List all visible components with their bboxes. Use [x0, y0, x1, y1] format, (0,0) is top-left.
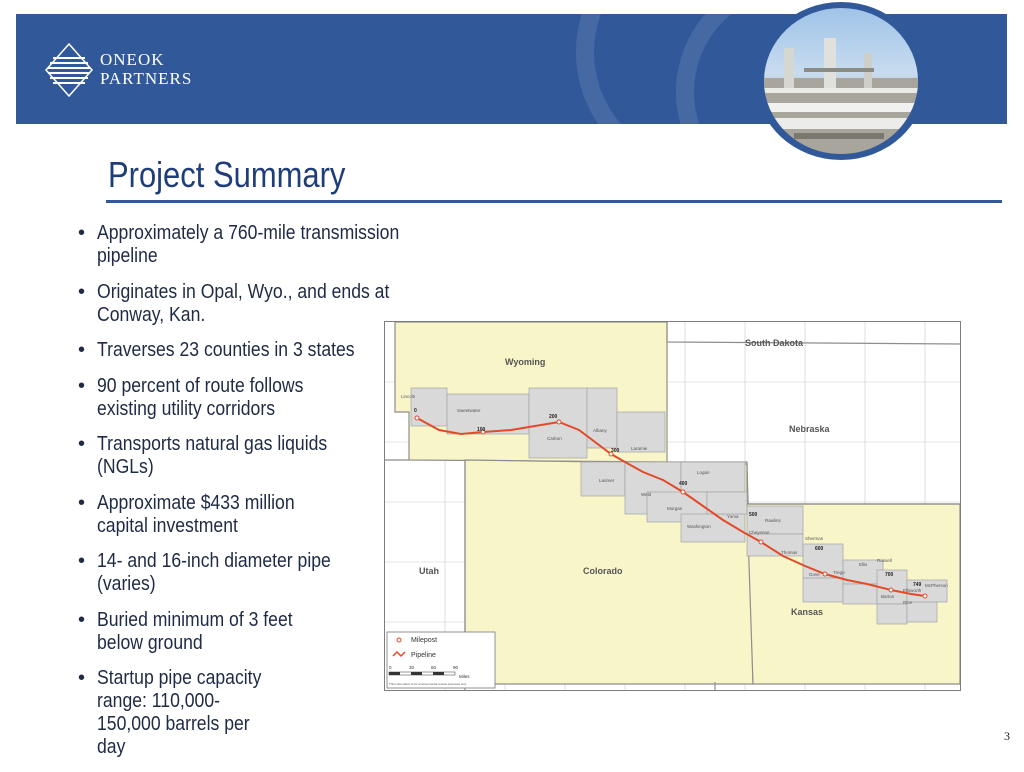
county-label: McPherson	[925, 583, 948, 588]
bullet-item: • Approximately a 760-mile transmission pipeline	[72, 222, 392, 268]
milepost-label: 100	[477, 427, 486, 433]
county-label: Thomas	[781, 550, 798, 555]
oneok-partners-logo	[44, 42, 193, 98]
milepost-label: 700	[885, 572, 894, 578]
scale-tick: 60	[431, 665, 437, 670]
milepost-label: 0	[414, 408, 417, 414]
bullet-item: • Approximate $433 million capital investment	[72, 492, 392, 538]
bullet-item: • Buried minimum of 3 feet below ground	[72, 609, 392, 655]
county-label: Morgan	[667, 506, 683, 511]
scale-unit: Miles	[459, 674, 470, 679]
state-label: Colorado	[583, 566, 623, 576]
milepost-label: 749	[913, 582, 922, 588]
county-label: Logan	[697, 470, 710, 475]
scale-tick: 30	[409, 665, 415, 670]
county-label: Albany	[593, 428, 607, 433]
map-legend	[387, 632, 495, 688]
county-label: Cheyenne	[749, 530, 770, 535]
legend-pipeline: Pipeline	[411, 652, 436, 659]
county-label: Carbon	[547, 436, 562, 441]
county-label: Ellis	[859, 562, 868, 567]
milepost-label: 300	[611, 448, 620, 454]
map-canvas	[385, 322, 960, 690]
scale-tick: 90	[453, 665, 459, 670]
state-label: Kansas	[791, 607, 824, 617]
milepost-label: 500	[749, 512, 758, 518]
milepost-label: 400	[679, 481, 688, 487]
bullet-list	[72, 222, 400, 772]
county-label: Sweetwater	[457, 408, 481, 413]
scale-tick: 0	[389, 665, 392, 670]
county-label: Rice	[903, 600, 913, 605]
county-label: Lincoln	[401, 394, 416, 399]
legend-note: This information is for environmental review purposes only	[389, 682, 467, 686]
milepost-label: 200	[549, 414, 558, 420]
bullet-item: • 14- and 16-inch diameter pipe (varies)	[72, 550, 392, 596]
county-label: Trego	[833, 570, 845, 575]
county-label: Washington	[687, 524, 711, 529]
logo-line-2: PARTNERS	[100, 69, 193, 88]
county-label: Laramie	[631, 446, 648, 451]
county-label: Barton	[881, 594, 895, 599]
bullet-item: • Traverses 23 counties in 3 states	[72, 339, 392, 362]
milepost-legend-icon	[397, 638, 401, 642]
oneok-logo-icon	[44, 42, 94, 98]
logo-line-1: ONEOK	[100, 50, 165, 69]
bullet-item: • Transports natural gas liquids (NGLs)	[72, 433, 392, 479]
bullet-item: • Startup pipe capacity range: 110,000-150,000 barrels per day	[72, 667, 392, 759]
pipeline-facility-image	[764, 8, 918, 154]
county-label: Ellsworth	[903, 588, 922, 593]
county-label: Sherman	[805, 536, 824, 541]
state-label: Nebraska	[789, 424, 830, 434]
milepost-label: 600	[815, 546, 824, 552]
county-label: Rawlins	[765, 518, 781, 523]
legend-milepost: Milepost	[411, 637, 438, 644]
pipeline-route-map	[384, 321, 961, 691]
county-label: Yuma	[727, 514, 739, 519]
state-label: Utah	[419, 566, 439, 576]
county-label: Gove	[809, 572, 820, 577]
county-label: Larimer	[599, 478, 615, 483]
county-label: Weld	[641, 492, 652, 497]
bullet-item: • Originates in Opal, Wyo., and ends at Conway, Kan.	[72, 281, 392, 327]
bullet-item: • 90 percent of route follows existing utility corridors	[72, 375, 392, 421]
facility-photo	[756, 2, 926, 160]
page-title: Project Summary	[108, 154, 346, 195]
page-number: 3	[1004, 729, 1010, 743]
state-label: Wyoming	[505, 357, 546, 367]
county-label: Russell	[877, 558, 892, 563]
title-divider	[106, 200, 1002, 203]
state-label: South Dakota	[745, 338, 804, 348]
